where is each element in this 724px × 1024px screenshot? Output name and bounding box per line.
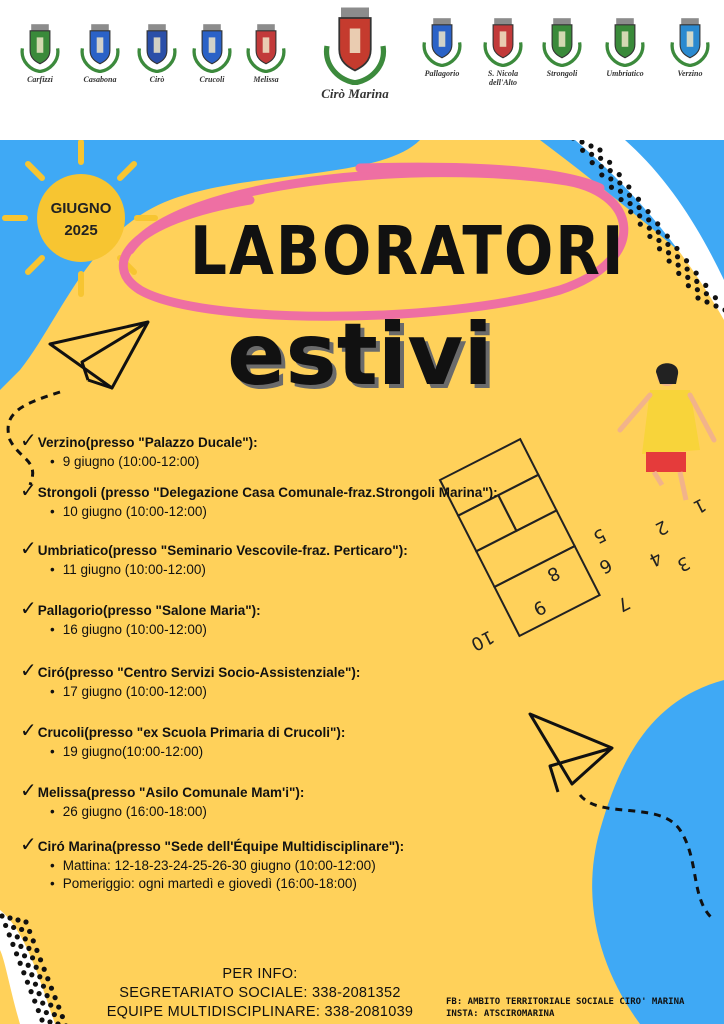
checkmark-icon: ✓: [20, 538, 37, 560]
polka-dot: [685, 275, 690, 280]
polka-dot: [589, 152, 594, 157]
polka-dot: [665, 242, 670, 247]
polka-dot: [7, 915, 12, 920]
polka-dot: [30, 955, 35, 960]
info-line-2: EQUIPE MULTIDISCIPLINARE: 338-2081039: [106, 1004, 414, 1020]
title-laboratori: LABORATORI: [190, 212, 626, 291]
polka-dot: [14, 951, 19, 956]
polka-dot: [686, 283, 691, 288]
polka-dot: [618, 189, 623, 194]
crest-left-0: [6, 22, 74, 84]
polka-dot: [665, 234, 670, 239]
polka-dot: [34, 965, 39, 970]
checkmark-icon: ✓: [20, 598, 37, 620]
polka-dot: [49, 986, 54, 991]
crest-name: Carfizzi: [27, 74, 53, 84]
social-fb: FB: AMBITO TERRITORIALE SOCIALE CIRO' MARINA: [446, 997, 685, 1007]
crest-name: Pallagorio: [424, 68, 460, 78]
polka-dot: [713, 303, 718, 308]
hopscotch: [440, 439, 600, 636]
polka-dot: [590, 160, 595, 165]
social-insta: INSTA: ATSCIROMARINA: [446, 1009, 555, 1019]
polka-dot: [636, 205, 641, 210]
event-date: • 17 giugno (10:00-12:00): [50, 683, 360, 701]
polka-dot: [15, 917, 20, 922]
event-date: • 19 giugno(10:00-12:00): [50, 743, 345, 761]
polka-dot: [31, 938, 36, 943]
polka-dot: [599, 164, 604, 169]
polka-dot: [23, 919, 28, 924]
polka-dot: [695, 295, 700, 300]
title-estivi: estivi: [227, 305, 493, 405]
checkmark-icon: ✓: [20, 430, 37, 452]
coat-of-arms-icon: [320, 4, 390, 85]
info-heading: PER INFO:: [222, 966, 298, 982]
polka-dot: [39, 1017, 44, 1022]
polka-dot: [628, 209, 633, 214]
paper-plane-icon: [50, 322, 148, 388]
polka-dot: [15, 934, 20, 939]
coat-of-arms-icon: [135, 22, 179, 73]
polka-dot: [29, 972, 34, 977]
polka-dot: [656, 238, 661, 243]
polka-dot: [609, 185, 614, 190]
social-info: [446, 996, 684, 1020]
event-date: • Pomeriggio: ogni martedì e giovedì (16:00-18:00): [50, 875, 404, 893]
event-item: [20, 478, 498, 521]
event-item: [20, 428, 258, 471]
coat-of-arms-icon: [540, 16, 584, 67]
polka-dot: [655, 221, 660, 226]
crest-right-1: [469, 16, 537, 87]
hopscotch-number: 10: [467, 625, 498, 655]
event-item: [20, 596, 261, 639]
polka-dot: [41, 984, 46, 989]
checkmark-icon: ✓: [20, 720, 37, 742]
hopscotch-number: 7: [613, 591, 634, 616]
polka-dot: [3, 923, 8, 928]
crest-right-2: [528, 16, 596, 78]
event-item: [20, 778, 304, 821]
event-item: [20, 658, 360, 701]
polka-dot: [704, 299, 709, 304]
coat-of-arms-icon: [190, 22, 234, 73]
polka-dot: [685, 266, 690, 271]
polka-dot: [626, 184, 631, 189]
polka-dot: [667, 258, 672, 263]
crest-main: [300, 4, 410, 101]
polka-dot: [34, 948, 39, 953]
polka-dot: [52, 1012, 57, 1017]
polka-dot: [48, 1002, 53, 1007]
girl-illustration: [620, 363, 714, 500]
polka-dot: [18, 961, 23, 966]
polka-dot: [627, 193, 632, 198]
event-date: • 26 giugno (16:00-18:00): [50, 803, 304, 821]
polka-dot: [647, 234, 652, 239]
polka-dot: [44, 1010, 49, 1015]
hopscotch-number: 9: [529, 595, 550, 620]
sun-year: 2025: [64, 222, 98, 239]
polka-dot: [627, 201, 632, 206]
checkmark-icon: ✓: [20, 480, 37, 502]
checkmark-icon: ✓: [20, 834, 37, 856]
event-date: • 10 giugno (10:00-12:00): [50, 503, 498, 521]
polka-dot: [22, 953, 27, 958]
polka-dot: [42, 967, 47, 972]
polka-dot: [608, 168, 613, 173]
polka-dot: [45, 976, 50, 981]
event-place: Ciró(presso "Centro Servizi Socio-Assistenziale"):: [37, 665, 361, 680]
hopscotch-number: 6: [595, 553, 616, 578]
polka-dot: [617, 180, 622, 185]
crest-name: Cirò: [149, 74, 165, 84]
coat-of-arms-icon: [244, 22, 288, 73]
polka-dot: [52, 995, 57, 1000]
polka-dot: [32, 998, 37, 1003]
coat-of-arms-icon: [78, 22, 122, 73]
polka-dot: [657, 246, 662, 251]
sun-date: [40, 198, 122, 242]
polka-dot: [713, 295, 718, 300]
hopscotch-number: 3: [673, 551, 694, 576]
polka-dot: [588, 143, 593, 148]
event-date: • 11 giugno (10:00-12:00): [50, 561, 408, 579]
header-crests: [0, 0, 724, 140]
checkmark-icon: ✓: [20, 660, 37, 682]
polka-dot: [647, 226, 652, 231]
polka-dot: [636, 197, 641, 202]
polka-dot: [7, 932, 12, 937]
polka-dot: [684, 258, 689, 263]
event-place: Pallagorio(presso "Salone Maria"):: [37, 603, 261, 618]
polka-dot: [695, 287, 700, 292]
event-place: Melissa(presso "Asilo Comunale Mam'i"):: [37, 785, 305, 800]
polka-dot: [40, 1000, 45, 1005]
polka-dot: [608, 176, 613, 181]
event-item: [20, 718, 345, 761]
event-date: • Mattina: 12-18-23-24-25-26-30 giugno (10:00-12:00): [50, 857, 404, 875]
event-item: [20, 536, 408, 579]
polka-dot: [19, 927, 24, 932]
polka-dot: [33, 982, 38, 987]
polka-dot: [703, 283, 708, 288]
hopscotch-number: 5: [589, 523, 610, 548]
coat-of-arms-icon: [481, 16, 525, 67]
crest-name: Umbriatico: [606, 68, 644, 78]
crest-right-0: [408, 16, 476, 78]
polka-dot: [646, 217, 651, 222]
coat-of-arms-icon: [420, 16, 464, 67]
polka-dot: [44, 993, 49, 998]
event-place: Strongoli (presso "Delegazione Casa Comunale-fraz.Strongoli Marina"):: [37, 485, 498, 500]
polka-dot: [666, 250, 671, 255]
event-date: • 9 giugno (10:00-12:00): [50, 453, 258, 471]
polka-dot: [598, 156, 603, 161]
polka-dot: [704, 291, 709, 296]
polka-dot: [18, 944, 23, 949]
hopscotch-number: 2: [651, 515, 672, 540]
polka-dot: [676, 262, 681, 267]
polka-dot: [36, 1008, 41, 1013]
polka-dot: [23, 936, 28, 941]
polka-dot: [674, 246, 679, 251]
hopscotch-number: 1: [689, 493, 710, 518]
polka-dot: [656, 230, 661, 235]
paper-plane-icon-2: [530, 714, 612, 792]
hopscotch-number: 4: [645, 546, 666, 571]
checkmark-icon: ✓: [20, 780, 37, 802]
polka-dot: [25, 980, 30, 985]
polka-dot: [694, 270, 699, 275]
polka-dot: [36, 991, 41, 996]
polka-dot: [599, 172, 604, 177]
polka-dot: [28, 989, 33, 994]
polka-dot: [580, 148, 585, 153]
crest-name: Casabona: [83, 74, 117, 84]
crest-name: Melissa: [253, 74, 279, 84]
polka-dot: [607, 160, 612, 165]
polka-dot: [26, 946, 31, 951]
polka-dot: [638, 222, 643, 227]
hopscotch-number: 8: [543, 561, 564, 586]
polka-dot: [21, 970, 26, 975]
sun-month: GIUGNO: [50, 200, 112, 217]
polka-dot: [675, 254, 680, 259]
polka-dot: [26, 963, 31, 968]
crest-left-4: [232, 22, 300, 84]
polka-dot: [676, 271, 681, 276]
event-place: Verzino(presso "Palazzo Ducale"):: [37, 435, 258, 450]
polka-dot: [637, 213, 642, 218]
polka-dot: [10, 942, 15, 947]
crest-name: Crucoli: [199, 74, 225, 84]
blue-blob-bottom: [592, 680, 724, 1024]
coat-of-arms-icon: [603, 16, 647, 67]
crest-name: Strongoli: [546, 68, 578, 78]
crest-right-4: [656, 16, 724, 78]
crest-right-3: [591, 16, 659, 78]
coat-of-arms-icon: [18, 22, 62, 73]
polka-dot: [11, 925, 16, 930]
polka-dot: [597, 147, 602, 152]
coat-of-arms-icon: [668, 16, 712, 67]
event-place: Umbriatico(presso "Seminario Vescovile-fraz. Perticaro"):: [37, 543, 408, 558]
event-item: [20, 832, 404, 893]
polka-dot: [617, 172, 622, 177]
event-place: Ciró Marina(presso "Sede dell'Équipe Multidisciplinare"):: [37, 839, 405, 854]
event-place: Crucoli(presso "ex Scuola Primaria di Crucoli"):: [37, 725, 346, 740]
crest-name: S. Nicola dell'Alto: [487, 68, 519, 87]
polka-dot: [27, 929, 32, 934]
crest-name: Verzino: [677, 68, 703, 78]
crest-main-name: Cirò Marina: [321, 85, 389, 101]
event-date: • 16 giugno (10:00-12:00): [50, 621, 261, 639]
polka-dot: [645, 209, 650, 214]
info-line-1: SEGRETARIATO SOCIALE: 338-2081352: [119, 985, 401, 1001]
polka-dot: [38, 957, 43, 962]
info-contacts: [60, 965, 460, 1022]
polka-dot: [618, 197, 623, 202]
polka-dot: [37, 974, 42, 979]
polka-dot: [694, 279, 699, 284]
